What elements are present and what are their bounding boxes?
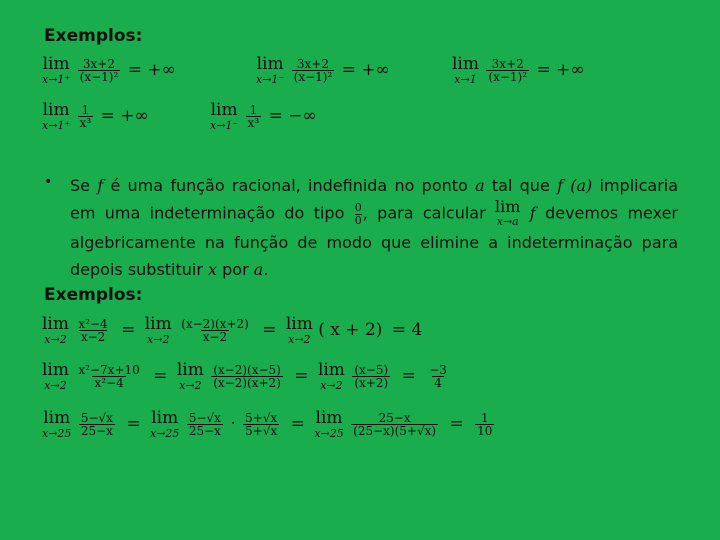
- limit-example-1: lim x→1⁺ $\frac{3x+2}{\text{(x−1)²}}$ = +∞: [42, 54, 176, 86]
- worked-example-2: lim x→2 $\frac{\text{x²−7x+10}}{\text{x²−4}}$ = lim x→2 $\frac{(x-2)(x-5)}{(x-2)(x+2)}$ = lim x→2 $\frac{(x-5)}{(x+2)}$ = $\frac{-3}{4}$: [42, 360, 447, 392]
- worked-example-1: lim x→2 $\frac{\text{x²−4}}{x-2}$ = lim x→2 $\frac{(x-2)(x+2)}{x-2}$ = lim x→2 ( x + 2) = 4: [42, 314, 423, 346]
- examples-heading-top: Exemplos:: [44, 26, 143, 46]
- limit-example-3: lim x→1 $\frac{3x+2}{\text{(x−1)²}}$ = +∞: [452, 54, 585, 86]
- limit-example-4: lim x→1⁺ $\frac{1}{\text{x³}}$ = +∞: [42, 100, 149, 132]
- zero-over-zero: $\frac{0}{0}$: [354, 200, 362, 227]
- rational-function-paragraph: Se f é uma função racional, indefinida no ponto a tal que f (a) implicaria em uma indeterminação do tipo $\frac{0}{0}$ , para calcular lim x→a f devemos mexer algebricamente na função de modo que elimine a indeterminação para depois substituir x por a.: [70, 176, 679, 279]
- examples-heading-bottom: Exemplos:: [44, 285, 143, 305]
- inline-limit: lim x→a: [495, 197, 521, 228]
- bullet-marker: •: [44, 174, 53, 190]
- limit-example-2: lim x→1⁻ $\frac{3x+2}{\text{(x−1)²}}$ = +∞: [256, 54, 390, 86]
- worked-example-3: lim x→25 $\frac{5-√x}{25-x}$ = lim x→25 $\frac{5-√x}{25-x}$ · $\frac{5+√x}{5+√x}$ = lim x→25 $\frac{25-x}{(25-x)(5+√x)}$ = $\frac{1}{10}$: [42, 408, 493, 440]
- limit-example-5: lim x→1⁻ $\frac{1}{\text{x³}}$ = −∞: [210, 100, 317, 132]
